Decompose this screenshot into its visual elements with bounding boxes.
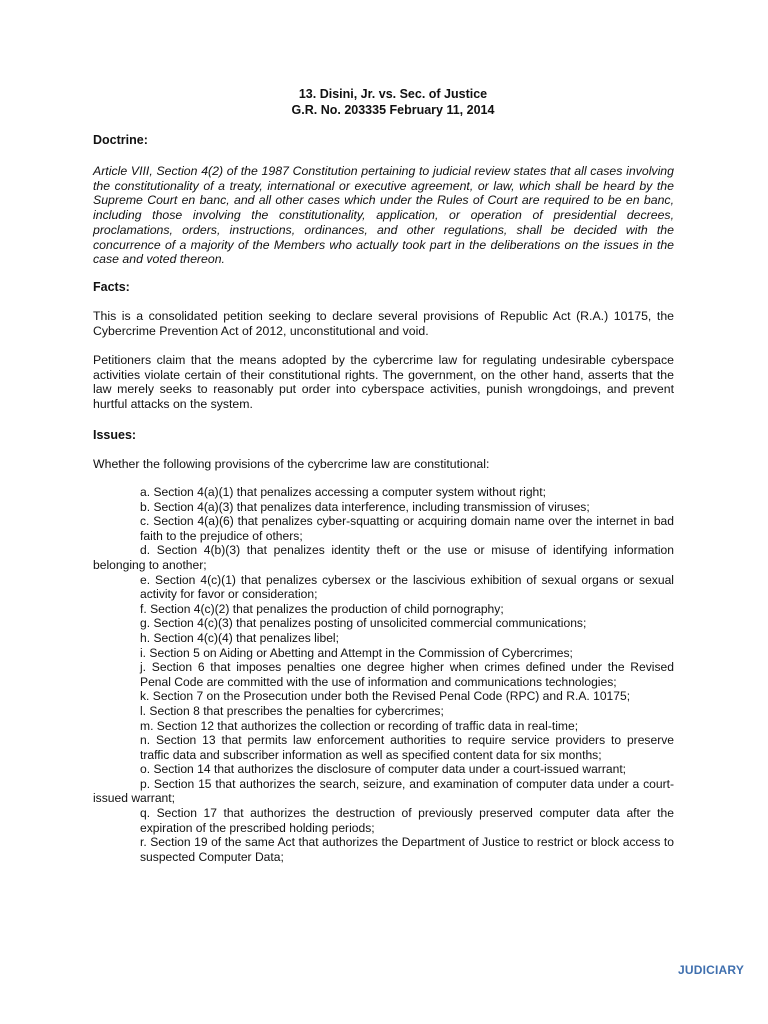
issues-intro: Whether the following provisions of the cybercrime law are constitutional: [93, 457, 490, 471]
list-item: h. Section 4(c)(4) that penalizes libel; [140, 630, 339, 645]
list-item: d. Section 4(b)(3) that penalizes identity theft or the use or misuse of identifying information belonging to another; [93, 543, 674, 572]
list-item: r. Section 19 of the same Act that authorizes the Department of Justice to restrict or block access to suspected Computer Data; [140, 835, 674, 864]
facts-paragraph-1: This is a consolidated petition seeking to declare several provisions of Republic Act (R.A.) 10175, the Cybercrime Prevention Act of 2012, unconstitutional and void. [93, 309, 674, 338]
list-item: n. Section 13 that permits law enforcement authorities to require service providers to preserve traffic data and subscriber information as well as specified content data for six months; [140, 733, 674, 762]
list-item: c. Section 4(a)(6) that penalizes cyber-squatting or acquiring domain name over the internet in bad faith to the prejudice of others; [140, 514, 674, 543]
list-item: b. Section 4(a)(3) that penalizes data interference, including transmission of viruses; [140, 499, 590, 514]
case-title-line1: 13. Disini, Jr. vs. Sec. of Justice [298, 87, 488, 101]
list-item: j. Section 6 that imposes penalties one degree higher when crimes defined under the Revised Penal Code are committed with the use of information and communications technologies; [140, 660, 674, 689]
doctrine-text: Article VIII, Section 4(2) of the 1987 Constitution pertaining to judicial review states that all cases involving the constitutionality of a treaty, international or executive agreement, or law, which shall be heard by the Supreme Court en banc, and all other cases which under the Rules of Court are required to be en banc, including those involving the constitutionality, application, or operation of presidential decrees, proclamations, orders, instructions, ordinances, and other regulations, shall be decided with the concurrence of a majority of the Members who actually took part in the deliberations on the issues in the case and voted thereon. [93, 164, 674, 267]
list-item: a. Section 4(a)(1) that penalizes accessing a computer system without right; [140, 485, 547, 499]
list-item: i. Section 5 on Aiding or Abetting and Attempt in the Commission of Cybercrimes; [140, 645, 573, 660]
doctrine-heading: Doctrine: [93, 133, 148, 147]
facts-heading: Facts: [93, 280, 130, 294]
footer-category-label: JUDICIARY [678, 963, 745, 977]
case-title [0, 86, 768, 118]
facts-paragraph-2: Petitioners claim that the means adopted by the cybercrime law for regulating undesirable cyberspace activities violate certain of their constitutional rights. The government, on the other hand, asserts that the law merely seeks to reasonably put order into cyberspace activities, punish wrongdoings, and prevent hurtful attacks on the system. [93, 353, 674, 412]
list-item: f. Section 4(c)(2) that penalizes the production of child pornography; [140, 601, 504, 616]
list-item: p. Section 15 that authorizes the search, seizure, and examination of computer data under a court-issued warrant; [93, 776, 674, 806]
list-item: o. Section 14 that authorizes the disclosure of computer data under a court-issued warrant; [140, 762, 627, 777]
list-item: q. Section 17 that authorizes the destruction of previously preserved computer data after the expiration of the prescribed holding periods; [140, 806, 674, 835]
issues-list [93, 485, 674, 864]
list-item: k. Section 7 on the Prosecution under both the Revised Penal Code (RPC) and R.A. 10175; [140, 689, 631, 704]
issues-heading: Issues: [93, 428, 137, 442]
list-item: e. Section 4(c)(1) that penalizes cybersex or the lascivious exhibition of sexual organs or sexual activity for favor or consideration; [140, 572, 674, 602]
list-item: g. Section 4(c)(3) that penalizes posting of unsolicited commercial communications; [140, 616, 587, 631]
list-item: l. Section 8 that prescribes the penalties for cybercrimes; [140, 703, 444, 718]
list-item: m. Section 12 that authorizes the collection or recording of traffic data in real-time; [140, 718, 579, 733]
case-title-line2: G.R. No. 203335 February 11, 2014 [291, 103, 495, 117]
